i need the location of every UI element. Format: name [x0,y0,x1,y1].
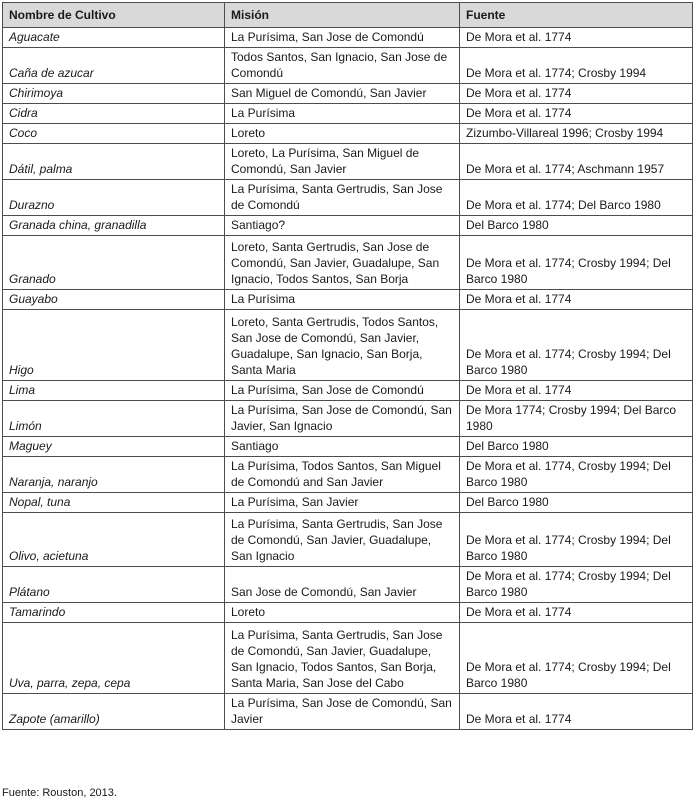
mission-cell: La Purísima, Todos Santos, San Miguel de Comondú and San Javier [225,457,460,493]
crop-name-cell: Granado [3,236,225,290]
mission-cell: Loreto [225,603,460,623]
table-row [3,290,693,310]
table-row [3,48,693,84]
mission-cell: Santiago [225,437,460,457]
table-row [3,623,693,694]
table-header [3,3,693,28]
mission-cell: Santiago? [225,216,460,236]
table-row [3,493,693,513]
mission-cell: La Purísima, San Jose de Comondú [225,28,460,48]
mission-cell: San Jose de Comondú, San Javier [225,567,460,603]
source-cell: Del Barco 1980 [460,493,693,513]
mission-cell: Loreto, La Purísima, San Miguel de Comondú, San Javier [225,144,460,180]
source-cell: De Mora et al. 1774 [460,28,693,48]
header-row [3,3,693,28]
table-row [3,567,693,603]
crop-name-cell: Dátil, palma [3,144,225,180]
source-cell: De Mora et al. 1774 [460,381,693,401]
crop-name-cell: Maguey [3,437,225,457]
crop-name-cell: Plátano [3,567,225,603]
crop-name-cell: Naranja, naranjo [3,457,225,493]
source-cell: De Mora 1774; Crosby 1994; Del Barco 1980 [460,401,693,437]
mission-cell: San Miguel de Comondú, San Javier [225,84,460,104]
table-row [3,381,693,401]
source-cell: De Mora et al. 1774 [460,104,693,124]
crop-name-cell: Aguacate [3,28,225,48]
source-cell: De Mora et al. 1774; Crosby 1994; Del Barco 1980 [460,236,693,290]
crop-name-cell: Uva, parra, zepa, cepa [3,623,225,694]
mission-cell: La Purísima, San Jose de Comondú, San Javier [225,694,460,730]
crop-name-cell: Durazno [3,180,225,216]
mission-cell: Loreto, Santa Gertrudis, Todos Santos, San Jose de Comondú, San Javier, Guadalupe, San Ignacio, San Borja, Santa Maria [225,310,460,381]
table-row [3,513,693,567]
mission-cell: La Purísima [225,290,460,310]
mission-cell: Loreto [225,124,460,144]
mission-cell: La Purísima [225,104,460,124]
table-row [3,216,693,236]
crop-name-cell: Granada china, granadilla [3,216,225,236]
source-cell: De Mora et al. 1774; Crosby 1994; Del Barco 1980 [460,513,693,567]
table-row [3,236,693,290]
mission-cell: La Purísima, San Javier [225,493,460,513]
source-cell: De Mora et al. 1774; Crosby 1994 [460,48,693,84]
mission-cell: La Purísima, Santa Gertrudis, San Jose de Comondú, San Javier, Guadalupe, San Ignacio, Todos Santos, San Borja, Santa Maria, San Jose del Cabo [225,623,460,694]
table-row [3,144,693,180]
source-cell: De Mora et al. 1774, Crosby 1994; Del Barco 1980 [460,457,693,493]
mission-cell: La Purísima, San Jose de Comondú, San Javier, San Ignacio [225,401,460,437]
crop-name-cell: Guayabo [3,290,225,310]
source-cell: De Mora et al. 1774 [460,694,693,730]
source-cell: De Mora et al. 1774 [460,84,693,104]
header-mission: Misión [225,3,460,28]
table-body [3,28,693,730]
source-cell: Del Barco 1980 [460,216,693,236]
crop-name-cell: Zapote (amarillo) [3,694,225,730]
source-cell: De Mora et al. 1774 [460,603,693,623]
table-row [3,603,693,623]
source-cell: De Mora et al. 1774; Crosby 1994; Del Barco 1980 [460,310,693,381]
table-row [3,437,693,457]
source-cell: De Mora et al. 1774; Crosby 1994; Del Barco 1980 [460,567,693,603]
table-row [3,310,693,381]
header-source: Fuente [460,3,693,28]
crop-name-cell: Chirimoya [3,84,225,104]
source-cell: De Mora et al. 1774; Aschmann 1957 [460,144,693,180]
mission-cell: La Purísima, Santa Gertrudis, San Jose de Comondú, San Javier, Guadalupe, San Ignacio [225,513,460,567]
crop-name-cell: Higo [3,310,225,381]
crop-name-cell: Tamarindo [3,603,225,623]
table-row [3,84,693,104]
source-cell: Zizumbo-Villareal 1996; Crosby 1994 [460,124,693,144]
source-cell: Del Barco 1980 [460,437,693,457]
mission-cell: Todos Santos, San Ignacio, San Jose de Comondú [225,48,460,84]
crops-table [2,2,693,730]
crop-name-cell: Coco [3,124,225,144]
mission-cell: Loreto, Santa Gertrudis, San Jose de Comondú, San Javier, Guadalupe, San Ignacio, Todos Santos, San Borja [225,236,460,290]
source-cell: De Mora et al. 1774; Crosby 1994; Del Barco 1980 [460,623,693,694]
crop-name-cell: Cidra [3,104,225,124]
mission-cell: La Purísima, San Jose de Comondú [225,381,460,401]
table-footnote: Fuente: Rouston, 2013. [2,787,117,799]
table-row [3,694,693,730]
crop-name-cell: Caña de azucar [3,48,225,84]
crop-name-cell: Nopal, tuna [3,493,225,513]
table-row [3,104,693,124]
crop-name-cell: Limón [3,401,225,437]
table-row [3,457,693,493]
table-row [3,124,693,144]
table-row [3,180,693,216]
mission-cell: La Purísima, Santa Gertrudis, San Jose de Comondú [225,180,460,216]
table-row [3,28,693,48]
header-crop-name: Nombre de Cultivo [3,3,225,28]
source-cell: De Mora et al. 1774; Del Barco 1980 [460,180,693,216]
table-row [3,401,693,437]
source-cell: De Mora et al. 1774 [460,290,693,310]
crop-name-cell: Olivo, acietuna [3,513,225,567]
crop-name-cell: Lima [3,381,225,401]
